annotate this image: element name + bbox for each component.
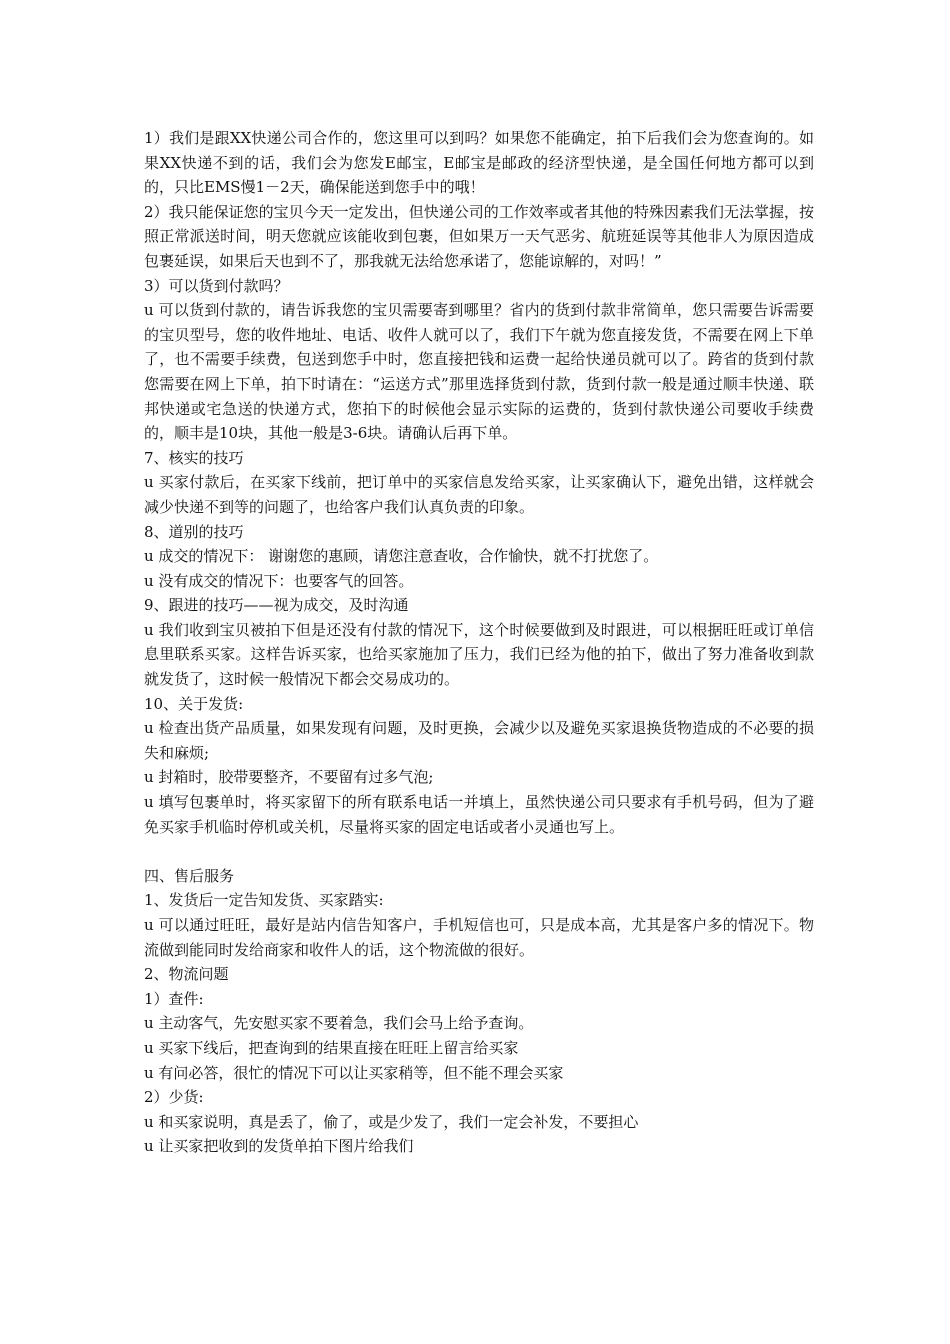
paragraph-missing-photo: u 让买家把收到的发货单拍下图片给我们 bbox=[144, 1137, 414, 1156]
paragraph-follow-up: u 我们收到宝贝被拍下但是还没有付款的情况下，这个时候要做到及时跟进，可以根据旺旺或订单信息里联系买家。这样告诉买家，也给买家施加了压力，我们已经为他的拍下，做出了努力准备收到款就发货了，这时候一般情况下都会交易成功的。 bbox=[144, 620, 814, 689]
paragraph-tracking-reassure: u 主动客气，先安慰买家不要着急，我们会马上给予查询。 bbox=[144, 1014, 534, 1033]
paragraph-farewell-deal: u 成交的情况下： 谢谢您的惠顾，请您注意查收，合作愉快，就不打扰您了。 bbox=[144, 547, 659, 566]
paragraph-cod-question: 3）可以货到付款吗？ bbox=[144, 276, 289, 295]
document-body bbox=[144, 126, 814, 1159]
heading-notify-buyer: 1、发货后一定告知发货、买家踏实: bbox=[144, 891, 384, 910]
heading-verify-skills: 7、核实的技巧 bbox=[144, 448, 244, 467]
heading-farewell-skills: 8、道别的技巧 bbox=[144, 522, 244, 541]
paragraph-tracking-message: u 买家下线后，把查询到的结果直接在旺旺上留言给买家 bbox=[144, 1038, 519, 1057]
paragraph-tracking-respond: u 有问必答，很忙的情况下可以让买家稍等，但不能不理会买家 bbox=[144, 1063, 564, 1082]
heading-follow-up-skills: 9、跟进的技巧——视为成交，及时沟通 bbox=[144, 596, 409, 615]
paragraph-waybill: u 填写包裹单时，将买家留下的所有联系电话一并填上，虽然快递公司只要求有手机号码，但为了避免买家手机临时停机或关机，尽量将买家的固定电话或者小灵通也写上。 bbox=[144, 793, 814, 836]
heading-tracking: 1）查件: bbox=[144, 989, 204, 1008]
paragraph-farewell-no-deal: u 没有成交的情况下：也要客气的回答。 bbox=[144, 571, 414, 590]
paragraph-verify-info: u 买家付款后，在买家下线前，把订单中的买家信息发给买家，让买家确认下，避免出错，这样就会减少快递不到等的问题了，也给客户我们认真负责的印象。 bbox=[144, 473, 814, 516]
paragraph-spacer bbox=[144, 839, 814, 864]
heading-shipping: 10、关于发货: bbox=[144, 694, 244, 713]
paragraph-notify-buyer: u 可以通过旺旺，最好是站内信告知客户，手机短信也可，只是成本高，尤其是客户多的情况下。物流做到能同时发给商家和收件人的话，这个物流做的很好。 bbox=[144, 916, 814, 959]
paragraph-delivery-coverage: 1）我们是跟XX快递公司合作的，您这里可以到吗？如果您不能确定，拍下后我们会为您查询的。如果XX快递不到的话，我们会为您发E邮宝，E邮宝是邮政的经济型快递，是全国任何地方都可以到的，只比EMS慢1－2天，确保能送到您手中的哦！ bbox=[144, 129, 814, 197]
paragraph-missing-reassure: u 和买家说明，真是丢了，偷了，或是少发了，我们一定会补发，不要担心 bbox=[144, 1112, 639, 1131]
paragraph-quality-check: u 检查出货产品质量，如果发现有问题，及时更换，会减少以及避免买家退换货物造成的不必要的损失和麻烦; bbox=[144, 719, 814, 762]
paragraph-cod-answer: u 可以货到付款的，请告诉我您的宝贝需要寄到哪里？省内的货到付款非常简单，您只需要告诉需要的宝贝型号，您的收件地址、电话、收件人就可以了，我们下午就为您直接发货，不需要在网上下单了，也不需要手续费，包送到您手中时，您直接把钱和运费一起给快递员就可以了。跨省的货到付款您需要在网上下单，拍下时请在：“运送方式”那里选择货到付款，货到付款一般是通过顺丰快递、联邦快递或宅急送的快递方式，您拍下的时候他会显示实际的运费的，货到付款快递公司要收手续费的，顺丰是10块，其他一般是3-6块。请确认后再下单。 bbox=[144, 301, 814, 443]
paragraph-shipping-guarantee: 2）我只能保证您的宝贝今天一定发出，但快递公司的工作效率或者其他的特殊因素我们无法掌握，按照正常派送时间，明天您就应该能收到包裹，但如果万一天气恶劣、航班延误等其他非人为原因造成包裹延误，如果后天也到不了，那我就无法给您承诺了，您能谅解的，对吗！” bbox=[144, 202, 814, 270]
heading-missing-items: 2）少货: bbox=[144, 1088, 204, 1107]
heading-logistics: 2、物流问题 bbox=[144, 965, 229, 984]
heading-after-sales: 四、售后服务 bbox=[144, 866, 235, 885]
paragraph-sealing: u 封箱时，胶带要整齐，不要留有过多气泡; bbox=[144, 768, 434, 787]
